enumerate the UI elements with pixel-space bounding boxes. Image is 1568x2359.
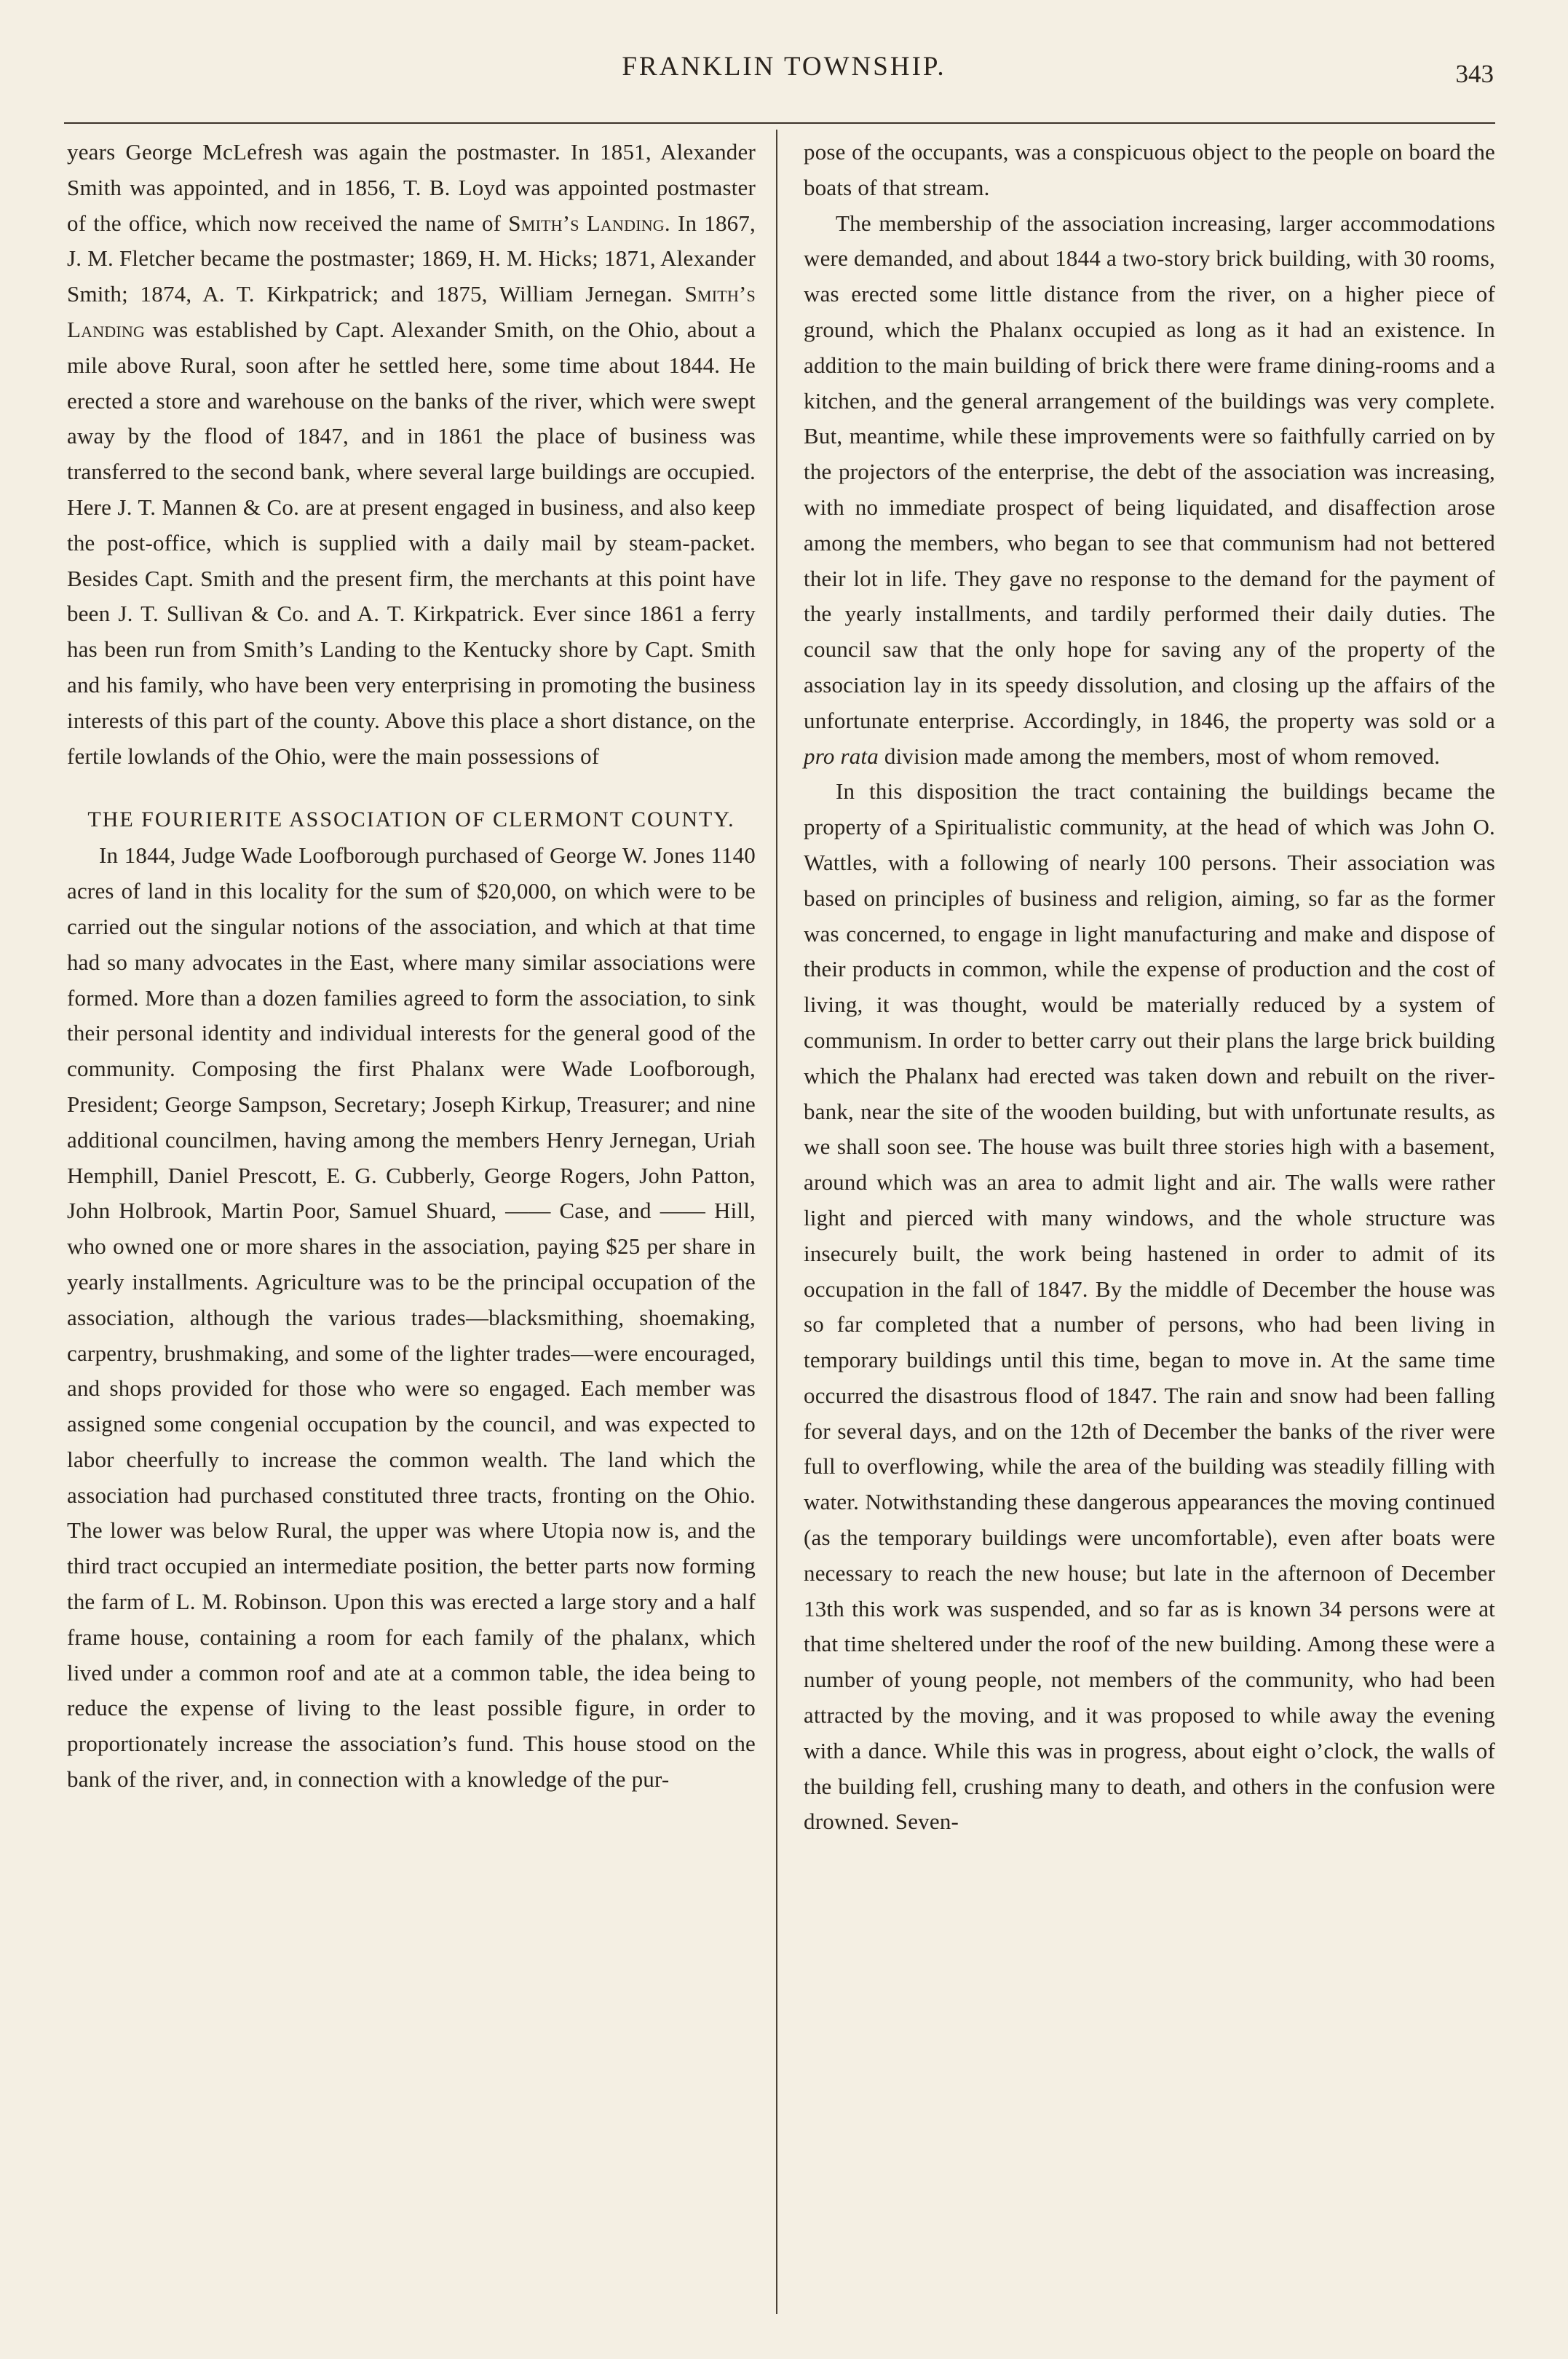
text-run: The membership of the association increasing, larger accommodations were demanded, and about 1844 a two-story brick building, with 30 rooms, was erected some little distance from the river, on a higher piece of ground, which the Phalanx occupied as long as it had an existence. In addition to the main building of brick there were frame dining-rooms and a kitchen, and the general arrangement of the buildings was very complete. But, meantime, while these improvements were so faithfully carried on by the projectors of the enterprise, the debt of the association was increasing, with no immediate prospect of being liquidated, and disaffection arose among the members, who began to see that communism had not bettered their lot in life. They gave no response to the demand for the payment of the yearly installments, and tardily performed their daily duties. The council saw that the only hope for saving any of the property of the association lay in its speedy dissolution, and closing up the affairs of the unfortunate enterprise. Accordingly, in 1846, the property was sold or a bbox=[804, 210, 1495, 733]
paragraph-fourierite: In 1844, Judge Wade Loofborough purchased of George W. Jones 1140 acres of land in this locality for the sum of $20,000, on which were to be carried out the singular notions of the association, and which at that time had so many advocates in the East, where many similar associations were formed. More than a dozen families agreed to form the association, to sink their personal identity and individual interests for the general good of the community. Composing the first Phalanx were Wade Loofborough, President; George Sampson, Secretary; Joseph Kirkup, Treasurer; and nine additional councilmen, having among the members Henry Jernegan, Uriah Hemphill, Daniel Prescott, E. G. Cubberly, George Rogers, John Patton, John Holbrook, Martin Poor, Samuel Shuard, —— Case, and —— Hill, who owned one or more shares in the association, paying $25 per share in yearly installments. Agriculture was to be the principal occupation of the association, although the various trades—blacksmithing, shoemaking, carpentry, brushmaking, and some of the lighter trades—were encouraged, and shops provided for those who were so engaged. Each member was assigned some congenial occupation by the council, and was expected to labor cheerfully to increase the common wealth. The land which the association had purchased constituted three tracts, fronting on the Ohio. The lower was below Rural, the upper was where Utopia now is, and the third tract occupied an intermediate position, the better parts now forming the farm of L. M. Robinson. Upon this was erected a large story and a half frame house, containing a room for each family of the phalanx, which lived under a common roof and ate at a common table, the idea being to reduce the expense of living to the least possible figure, in order to proportionately increase the association’s fund. This house stood on the bank of the river, and, in connection with a knowledge of the pur- bbox=[67, 842, 756, 1793]
header-rule bbox=[64, 122, 1495, 124]
small-caps-name: Smith’s Landing bbox=[508, 210, 665, 236]
small-caps-name: Smith’s Landing bbox=[67, 281, 756, 342]
text-run: years George McLefresh was again the postmaster. In 1851, Alexander Smith was appointed, and in 1856, T. B. Loyd was appointed postmaster of the office, which now received the name of bbox=[67, 139, 756, 236]
paragraph-disposition: In this disposition the tract containing the buildings became the property of a Spiritualistic community, at the head of which was John O. Wattles, with a following of nearly 100 persons. Their association was based on principles of business and religion, aiming, so far as the former was concerned, to engage in light manufacturing and make and dispose of their products in common, while the expense of production and the cost of living, it was thought, would be materially reduced by a system of communism. In order to better carry out their plans the large brick building which the Phalanx had erected was taken down and rebuilt on the river-bank, near the site of the wooden building, but with unfortunate results, as we shall soon see. The house was built three stories high with a basement, around which was an area to admit light and air. The walls were rather light and pierced with many windows, and the whole structure was insecurely built, the work being hastened in order to admit of its occupation in the fall of 1847. By the middle of December the house was so far completed that a number of persons, who had been living in temporary buildings until this time, began to move in. At the same time occurred the disastrous flood of 1847. The rain and snow had been falling for several days, and on the 12th of December the banks of the river were full to overflowing, while the area of the building was steadily filling with water. Notwithstanding these dangerous appearances the moving continued (as the temporary buildings were uncomfortable), even after boats were necessary to reach the new house; but late in the afternoon of December 13th this work was suspended, and so far as is known 34 persons were at that time sheltered under the roof of the new building. Among these were a number of young people, not members of the community, who had been attracted by the moving, and it was proposed to while away the evening with a dance. While this was in progress, about eight o’clock, the walls of the building fell, crushing many to death, and others in the confusion were drowned. Seven- bbox=[804, 778, 1495, 1835]
paragraph-continuation: pose of the occupants, was a conspicuous object to the people on board the boats of that stream. bbox=[804, 139, 1495, 200]
column-divider bbox=[776, 130, 777, 2314]
paragraph-membership bbox=[804, 206, 1495, 775]
text-run: was established by Capt. Alexander Smith, on the Ohio, about a mile above Rural, soon after he settled here, some time about 1844. He erected a store and warehouse on the banks of the river, which were swept away by the flood of 1847, and in 1861 the place of business was transferred to the second bank, where several large buildings are occupied. Here J. T. Mannen & Co. are at present engaged in business, and also keep the post-office, which is supplied with a daily mail by steam-packet. Besides Capt. Smith and the present firm, the merchants at this point have been J. T. Sullivan & Co. and A. T. Kirkpatrick. Ever since 1861 a ferry has been run from Smith’s Landing to the Kentucky shore by Capt. Smith and his family, who have been very enterprising in promoting the business interests of this part of the county. Above this place a short distance, on the fertile lowlands of the Ohio, were the main possessions of bbox=[67, 316, 756, 769]
left-column bbox=[67, 135, 756, 1798]
running-title: FRANKLIN TOWNSHIP. bbox=[622, 52, 946, 82]
italic-term: pro rata bbox=[804, 743, 879, 769]
paragraph-smiths-landing bbox=[67, 135, 756, 774]
text-run: . In 1867, J. M. Fletcher became the postmaster; 1869, H. M. Hicks; 1871, Alexander Smith; 1874, A. T. Kirkpatrick; and 1875, William Jernegan. bbox=[67, 210, 756, 307]
text-run: division made among the members, most of whom removed. bbox=[878, 743, 1441, 769]
page-number: 343 bbox=[1455, 60, 1494, 88]
right-column bbox=[804, 135, 1495, 1840]
section-heading: THE FOURIERITE ASSOCIATION OF CLERMONT COUNTY. bbox=[87, 807, 735, 832]
